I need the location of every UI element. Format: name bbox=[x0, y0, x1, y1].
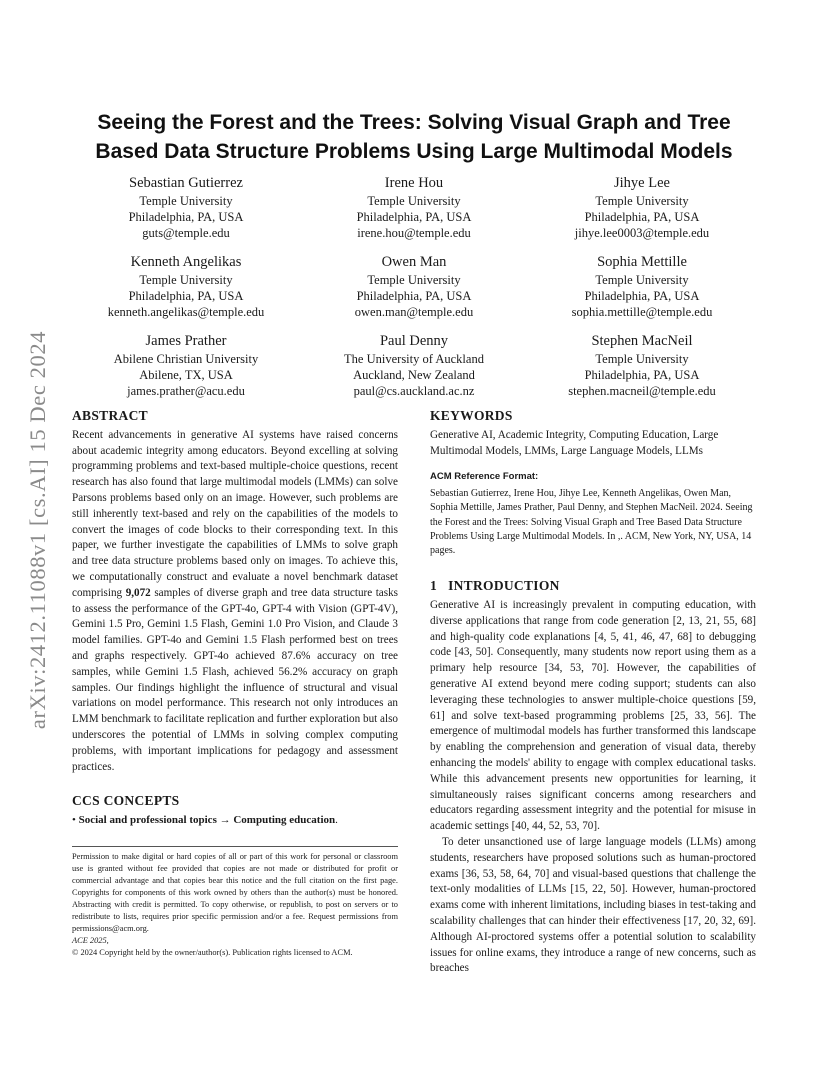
author-name: Stephen MacNeil bbox=[591, 333, 693, 349]
author-block bbox=[72, 253, 300, 320]
ccs-section bbox=[72, 793, 398, 829]
introduction-paragraph-2: To deter unsanctioned use of large language models (LLMs) among students, researchers have proposed solutions such as human-proctored exams [36, 53, 58, 64, 70] and visual-based questions that challenge the text-only modalities of LLMs [15, 22, 50]. However, human-proctored exams come with inherent limitations, including biases in test-taking and scalability challenges that can hinder their effectiveness [17, 20, 32, 69]. Although AI-proctored systems offer a potential solution to scalability issues for online exams, they introduce a range of new concerns, such as breaches bbox=[430, 835, 756, 975]
author-name: Owen Man bbox=[381, 254, 447, 270]
abstract-sample-count: 9,072 bbox=[125, 586, 151, 599]
author-location: Philadelphia, PA, USA bbox=[128, 210, 244, 224]
author-email: kenneth.angelikas@temple.edu bbox=[107, 305, 265, 319]
left-column bbox=[72, 408, 398, 829]
author-affiliation: Temple University bbox=[367, 273, 461, 287]
author-email: paul@cs.auckland.ac.nz bbox=[353, 384, 475, 398]
author-affiliation: Temple University bbox=[595, 273, 689, 287]
author-location: Philadelphia, PA, USA bbox=[584, 289, 700, 303]
author-affiliation: The University of Auckland bbox=[344, 352, 484, 366]
author-name: Sebastian Gutierrez bbox=[129, 175, 243, 191]
author-location: Auckland, New Zealand bbox=[353, 368, 475, 382]
venue-text: ACE 2025, bbox=[72, 936, 109, 945]
author-affiliation: Temple University bbox=[139, 194, 233, 208]
author-email: sophia.mettille@temple.edu bbox=[571, 305, 713, 319]
author-name: Sophia Mettille bbox=[597, 254, 687, 270]
permission-text: Permission to make digital or hard copies of all or part of this work for personal or classroom use is granted without fee provided that copies are not made or distributed for profit or commercial advantage and that copies bear this notice and the full citation on the first page. Copyrights for components of this work owned by others than the author(s) must be honored. Abstracting with credit is permitted. To copy otherwise, or republish, to post on servers or to redistribute to lists, requires prior specific permission and/or a fee. Request permissions from permissions@acm.org. bbox=[72, 852, 398, 933]
abstract-heading: ABSTRACT bbox=[72, 408, 148, 423]
author-block bbox=[72, 174, 300, 241]
author-block bbox=[300, 253, 528, 320]
author-email: irene.hou@temple.edu bbox=[357, 226, 471, 240]
author-name: Kenneth Angelikas bbox=[130, 254, 242, 270]
permission-footnote bbox=[72, 846, 398, 959]
author-name: Paul Denny bbox=[379, 333, 449, 349]
author-block bbox=[528, 253, 756, 320]
author-grid bbox=[72, 174, 756, 399]
author-block bbox=[528, 174, 756, 241]
author-location: Philadelphia, PA, USA bbox=[584, 368, 700, 382]
author-email: owen.man@temple.edu bbox=[354, 305, 474, 319]
right-column bbox=[430, 408, 756, 977]
author-block bbox=[300, 332, 528, 399]
ccs-heading: CCS CONCEPTS bbox=[72, 793, 180, 809]
author-email: james.prather@acu.edu bbox=[127, 384, 245, 398]
ccs-period: . bbox=[335, 814, 338, 827]
author-email: jihye.lee0003@temple.edu bbox=[574, 226, 710, 240]
keywords-heading: KEYWORDS bbox=[430, 408, 513, 423]
author-affiliation: Abilene Christian University bbox=[113, 352, 259, 366]
author-affiliation: Temple University bbox=[139, 273, 233, 287]
arxiv-identifier-stamp bbox=[18, 290, 58, 770]
arxiv-identifier-text: arXiv:2412.11088v1 [cs.AI] 15 Dec 2024 bbox=[25, 330, 50, 730]
author-name: Irene Hou bbox=[384, 175, 444, 191]
keywords-text: Generative AI, Academic Integrity, Computing Education, Large Multimodal Models, LMMs, Large Language Models, LLMs bbox=[430, 428, 719, 457]
author-block bbox=[300, 174, 528, 241]
acm-reference-heading: ACM Reference Format: bbox=[430, 471, 539, 483]
introduction-heading: 1 INTRODUCTION bbox=[430, 578, 560, 594]
author-block bbox=[72, 332, 300, 399]
author-location: Abilene, TX, USA bbox=[139, 368, 233, 382]
introduction-paragraph-1: Generative AI is increasingly prevalent in computing education, with diverse applications that range from code generation [2, 13, 21, 55, 68] and high-quality code explanations [4, 5, 41, 46, 47, 68] to debugging code [43, 50]. Consequently, many students now report using them as a primary help resource [34, 53, 70]. However, the capabilities of generative AI extend beyond mere coding support; students can also leveraging these technologies to answer multiple-choice questions [59, 61] and solve text-based programming problems [25, 33, 56]. The emergence of multimodal models has further transformed this landscape by enabling the comprehension and generation of visual data, thereby enhancing the models' ability to engage with complex educational tasks. While this advancement presents new opportunities for learning, it simultaneously raises significant concerns among researchers and educators regarding assessment integrity and the potential for misuse in academic settings [40, 44, 52, 53, 70]. bbox=[430, 599, 756, 833]
copyright-text: © 2024 Copyright held by the owner/author(s). Publication rights licensed to ACM. bbox=[72, 948, 353, 957]
paper-title: Seeing the Forest and the Trees: Solving Visual Graph and Tree Based Data Structure Problems Using Large Multimodal Models bbox=[95, 111, 733, 163]
abstract-text-part-1: Recent advancements in generative AI systems have raised concerns about academic integrity among educators. Beyond excelling at solving programming problems and text-based multiple-choice questions, recent research has also found that large multimodal models (LMMs) can solve Parsons problems based only on an image. However, such problems are still inherently text-based and rely on the capabilities of the models to convert the images of code blocks to their corresponding text. In this paper, we further investigate the capabilities of LMMs to solve graph and tree data structure problems based only on images. To achieve this, we computationally construct and evaluate a novel benchmark dataset comprising bbox=[72, 428, 398, 599]
author-location: Philadelphia, PA, USA bbox=[128, 289, 244, 303]
introduction-section bbox=[430, 578, 756, 977]
author-affiliation: Temple University bbox=[595, 352, 689, 366]
ccs-bullet: • bbox=[72, 814, 76, 827]
author-affiliation: Temple University bbox=[595, 194, 689, 208]
author-email: guts@temple.edu bbox=[142, 226, 230, 240]
ccs-concept bbox=[72, 813, 398, 829]
acm-reference-text: Sebastian Gutierrez, Irene Hou, Jihye Lee, Kenneth Angelikas, Owen Man, Sophia Mettille, James Prather, Paul Denny, and Stephen MacNeil. 2024. Seeing the Forest and the Trees: Solving Visual Graph and Tree Based Data Structure Problems Using Large Multimodal Models. In ,. ACM, New York, NY, USA, 14 pages. bbox=[430, 488, 753, 556]
author-location: Philadelphia, PA, USA bbox=[356, 289, 472, 303]
author-name: Jihye Lee bbox=[614, 175, 670, 191]
author-block bbox=[528, 332, 756, 399]
abstract-text-part-2: samples of diverse graph and tree data structure tasks to assess the performance of the GPT-4o, GPT-4 with Vision (GPT-4V), Gemini 1.5 Pro, Gemini 1.5 Flash, Gemini 1.0 Pro Vision, and Claude 3 model families. GPT-4o and Gemini 1.5 Flash performed best on trees and graphs respectively. GPT-4o achieved 87.6% accuracy on tree samples, while Gemini 1.5 Flash, achieved 56.2% accuracy on graph samples. Our findings highlight the influence of structural and visual variations on model performance. This research not only introduces an LMM benchmark to facilitate replication and further exploration but also underscores the potential of LMMs in solving complex computing problems, with important implications for pedagogy and assessment practices. bbox=[72, 586, 398, 773]
author-location: Philadelphia, PA, USA bbox=[356, 210, 472, 224]
author-name: James Prather bbox=[145, 333, 227, 349]
abstract-text bbox=[72, 428, 398, 776]
author-affiliation: Temple University bbox=[367, 194, 461, 208]
ccs-concept-text: Social and professional topics → Computing education bbox=[78, 814, 336, 827]
author-location: Philadelphia, PA, USA bbox=[584, 210, 700, 224]
author-email: stephen.macneil@temple.edu bbox=[568, 384, 716, 398]
